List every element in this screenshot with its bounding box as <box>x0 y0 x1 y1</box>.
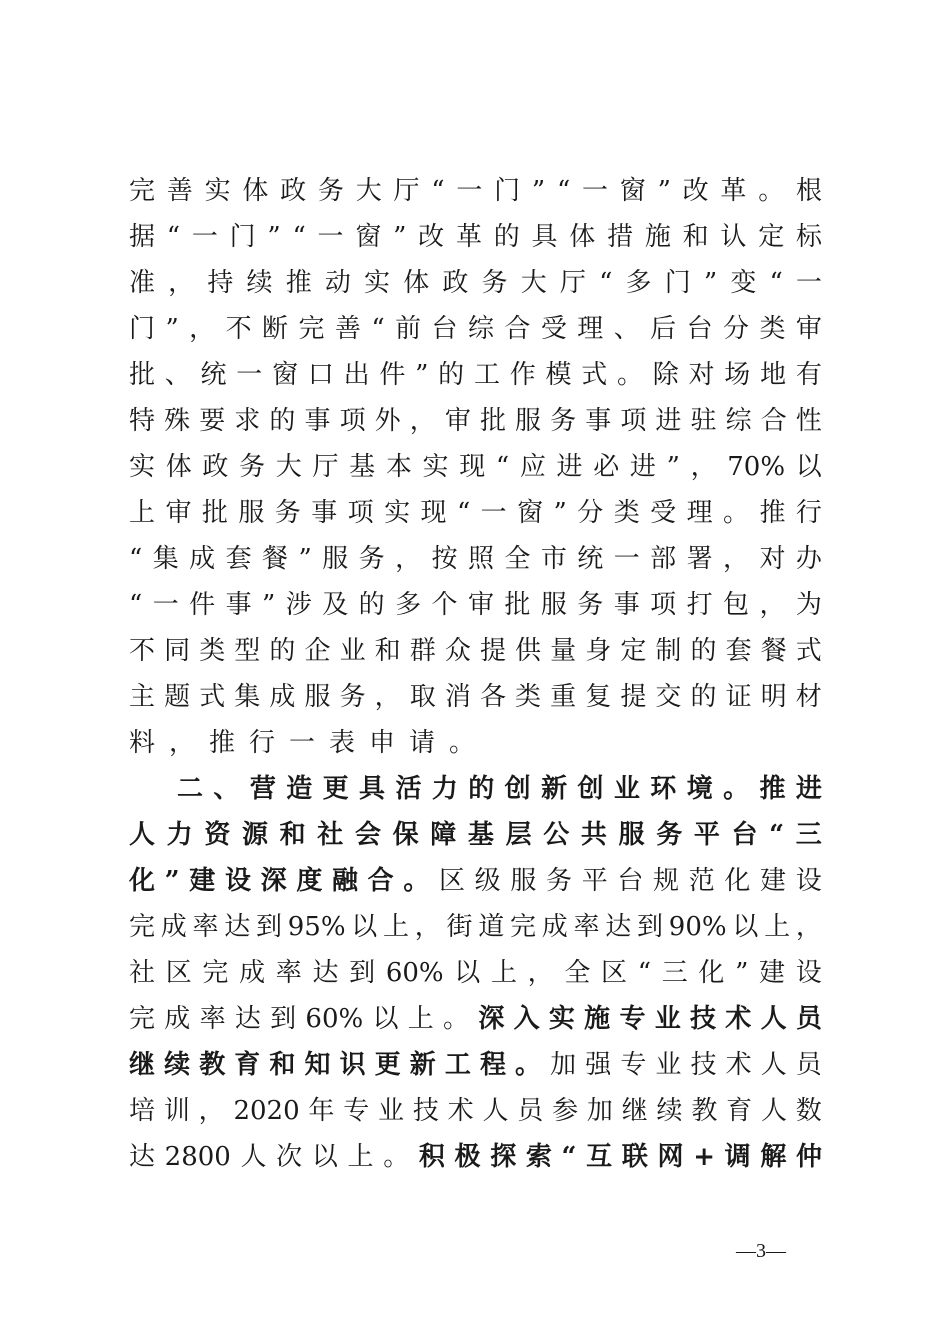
text-line: 不 同 类 型 的 企 业 和 群 众 提 供 量 身 定 制 的 套 餐 式 <box>129 636 822 666</box>
text-line: 料，推行一表申请。 <box>129 728 490 758</box>
text-line: 培 训 ， 2020 年 专 业 技 术 人 员 参 加 继 续 教 育 人 数 <box>129 1096 822 1126</box>
text-line: 人 力 资 源 和 社 会 保 障 基 层 公 共 服 务 平 台 “ 三 <box>129 820 822 850</box>
text-line: 社 区 完 成 率 达 到 60% 以 上 ， 全 区 “ 三 化 ” 建 设 <box>129 958 822 988</box>
text-line: 准 ， 持 续 推 动 实 体 政 务 大 厅 “ 多 门 ” 变 “ 一 <box>129 268 822 298</box>
text-line: 上 审 批 服 务 事 项 实 现 “ 一 窗 ” 分 类 受 理 。 推 行 <box>129 498 822 528</box>
text-line: 完 善 实 体 政 务 大 厅 “ 一 门 ” “ 一 窗 ” 改 革 。 根 <box>129 176 822 206</box>
text-line: 门 ” ， 不 断 完 善 “ 前 台 综 合 受 理 、 后 台 分 类 审 <box>129 314 822 344</box>
text-line: 化 ” 建 设 深 度 融 合 。 区 级 服 务 平 台 规 范 化 建 设 <box>129 866 822 896</box>
text-line: 完 成 率 达 到 60% 以 上 。 深 入 实 施 专 业 技 术 人 员 <box>129 1004 822 1034</box>
text-line: “ 集 成 套 餐 ” 服 务 ， 按 照 全 市 统 一 部 署 ， 对 办 <box>129 544 822 574</box>
text-line: 达 2800 人 次 以 上 。 积 极 探 索 “ 互 联 网 + 调 解 仲 <box>129 1142 822 1172</box>
text-line: “ 一 件 事 ” 涉 及 的 多 个 审 批 服 务 事 项 打 包 ， 为 <box>129 590 822 620</box>
text-line: 继 续 教 育 和 知 识 更 新 工 程 。 加 强 专 业 技 术 人 员 <box>129 1050 822 1080</box>
document-body <box>129 168 822 1180</box>
page-number: —3— <box>736 1240 786 1262</box>
text-line: 据 “ 一 门 ” “ 一 窗 ” 改 革 的 具 体 措 施 和 认 定 标 <box>129 222 822 252</box>
text-line: 主 题 式 集 成 服 务 ， 取 消 各 类 重 复 提 交 的 证 明 材 <box>129 682 822 712</box>
text-line: 批 、 统 一 窗 口 出 件 ” 的 工 作 模 式 。 除 对 场 地 有 <box>129 360 822 390</box>
section-heading-line: 二 、 营 造 更 具 活 力 的 创 新 创 业 环 境 。 推 进 <box>177 774 822 804</box>
text-line: 完 成 率 达 到 95% 以 上 ， 街 道 完 成 率 达 到 90% 以 上 ， <box>129 912 822 942</box>
text-line: 特 殊 要 求 的 事 项 外 ， 审 批 服 务 事 项 进 驻 综 合 性 <box>129 406 822 436</box>
text-line: 实 体 政 务 大 厅 基 本 实 现 “ 应 进 必 进 ” ， 70% 以 <box>129 452 822 482</box>
